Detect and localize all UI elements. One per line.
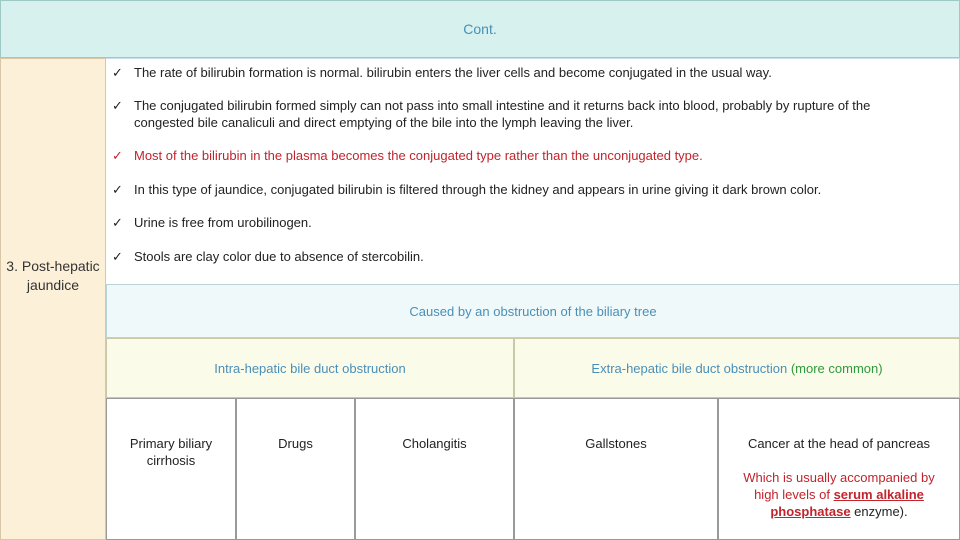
cause-cell-text: Cancer at the head of pancreas [747, 436, 931, 451]
check-icon: ✓ [112, 249, 123, 264]
bullet-text: The rate of bilirubin formation is normal. bilirubin enters the liver cells and become conjugated in the usual way. [134, 65, 772, 80]
check-icon: ✓ [112, 98, 123, 113]
cause-cell-text: Drugs [278, 436, 313, 451]
cause-cell-text: Gallstones [585, 436, 647, 451]
check-icon: ✓ [112, 182, 123, 197]
bullet-text: Stools are clay color due to absence of stercobilin. [134, 249, 424, 264]
section-column [0, 58, 106, 540]
extra-hepatic-header [514, 338, 960, 398]
bullet-item [112, 147, 932, 164]
cause-cell-cholangitis [355, 398, 514, 540]
cause-text: Caused by an obstruction of the biliary tree [409, 303, 657, 319]
note-text-post: enzyme). [850, 504, 908, 519]
cause-cell-text: Cholangitis [402, 436, 467, 451]
check-icon: ✓ [112, 65, 123, 80]
extra-hepatic-label [591, 361, 882, 376]
bullet-text: In this type of jaundice, conjugated bilirubin is filtered through the kidney and appears in urine giving it dark brown color. [134, 182, 822, 197]
bullet-text: Most of the bilirubin in the plasma becomes the conjugated type rather than the unconjugated type. [134, 148, 703, 163]
cause-banner [106, 284, 960, 338]
cause-cell-text: Primary biliary cirrhosis [129, 436, 213, 468]
cause-cell-gallstones [514, 398, 718, 540]
bullet-text: Urine is free from urobilinogen. [134, 215, 312, 230]
alkaline-phosphatase-note [719, 469, 959, 520]
bullet-item [112, 214, 932, 231]
more-common-label: (more common) [790, 360, 883, 376]
note-text-bold: serum alkaline phosphatase [770, 487, 924, 519]
note-text-pre: Which is usually accompanied by high levels of [743, 470, 935, 502]
cause-cell-cancer [718, 398, 960, 540]
intra-hepatic-label: Intra-hepatic bile duct obstruction [214, 360, 406, 376]
extra-hepatic-text: Extra-hepatic bile duct obstruction [591, 360, 791, 376]
page-title [0, 0, 960, 58]
cause-cell-primary-biliary-cirrhosis [106, 398, 236, 540]
bullet-item [112, 97, 932, 131]
bullet-text: The conjugated bilirubin formed simply can not pass into small intestine and it returns back into blood, probably by rupture of the congested bile canaliculi and direct emptying of the bile into the lymph leaving the liver. [134, 98, 871, 130]
bullet-item [112, 181, 932, 198]
intra-hepatic-header [106, 338, 514, 398]
cause-cell-drugs [236, 398, 355, 540]
check-icon: ✓ [112, 215, 123, 230]
bullet-list [106, 58, 960, 284]
bullet-item [112, 248, 932, 265]
section-label: 3. Post-hepatic jaundice [6, 258, 100, 293]
bullet-item [112, 64, 932, 81]
header-title: Cont. [463, 21, 497, 37]
check-icon: ✓ [112, 148, 123, 163]
